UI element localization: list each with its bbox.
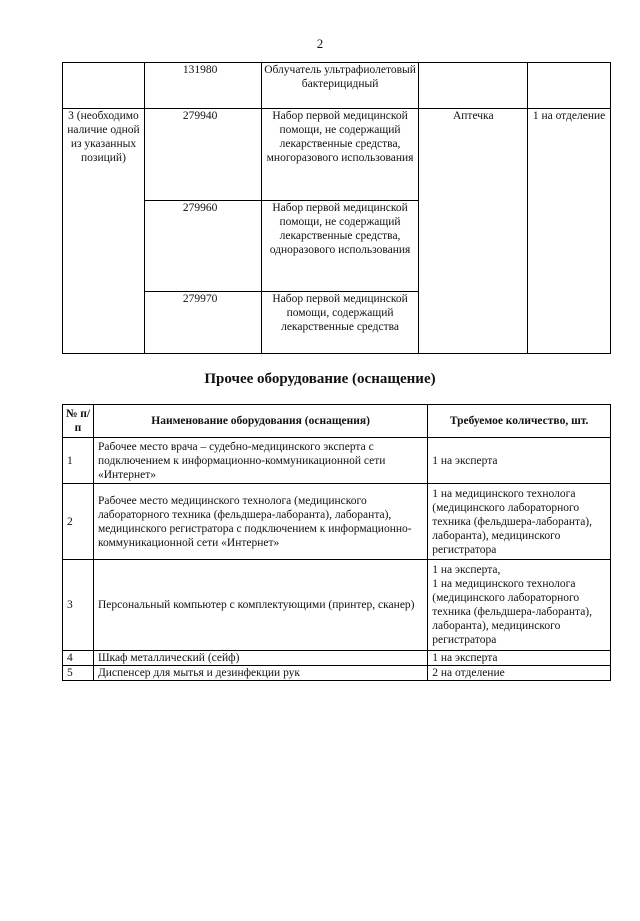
row-name: Рабочее место врача – судебно-медицинского эксперта с подключением к информационно-коммуникационной сети «Интернет» — [93, 438, 427, 484]
row-qty: 1 на эксперта, 1 на медицинского технолога (медицинского лабораторного техника (фельдшера-лаборанта), лаборанта), медицинского регистратора — [428, 560, 611, 651]
row-name: Персональный компьютер с комплектующими (принтер, сканер) — [93, 560, 427, 651]
row-num: 4 — [63, 651, 94, 666]
header-qty: Требуемое количество, шт. — [428, 405, 611, 438]
type-cell: Аптечка — [419, 109, 528, 354]
row-name: Рабочее место медицинского технолога (медицинского лабораторного техника (фельдшера-лаборанта), лаборанта), медицинского регистратора с подключением к информационно-коммуникационной сети «Интернет» — [93, 484, 427, 560]
row-name: Диспенсер для мытья и дезинфекции рук — [93, 666, 427, 681]
table-row — [63, 63, 611, 109]
name-cell: Облучатель ультрафиолетовый бактерицидный — [261, 63, 419, 109]
quantity-cell — [528, 63, 611, 109]
row-name: Шкаф металлический (сейф) — [93, 651, 427, 666]
quantity-cell: 1 на отделение — [528, 109, 611, 354]
row-num: 2 — [63, 484, 94, 560]
row-num: 1 — [63, 438, 94, 484]
table-row — [63, 560, 611, 651]
row-qty: 1 на медицинского технолога (медицинского лабораторного техника (фельдшера-лаборанта), лаборанта), медицинского регистратора — [428, 484, 611, 560]
code-cell: 279970 — [144, 292, 261, 354]
table-row — [63, 484, 611, 560]
page-number: 2 — [316, 36, 324, 51]
table-row — [63, 109, 611, 201]
row-num: 5 — [63, 666, 94, 681]
section-title: Прочее оборудование (оснащение) — [204, 371, 436, 387]
header-num: № п/п — [63, 405, 94, 438]
code-cell: 131980 — [144, 63, 261, 109]
position-cell: 3 (необходимо наличие одной из указанных позиций) — [63, 109, 145, 354]
row-qty: 1 на эксперта — [428, 651, 611, 666]
table-row — [63, 438, 611, 484]
table-header-row — [63, 405, 611, 438]
row-qty: 1 на эксперта — [428, 438, 611, 484]
name-cell: Набор первой медицинской помощи, не содержащий лекарственные средства, одноразового использования — [261, 201, 419, 292]
header-name: Наименование оборудования (оснащения) — [93, 405, 427, 438]
code-cell: 279940 — [144, 109, 261, 201]
medical-items-table — [62, 62, 611, 354]
type-cell — [419, 63, 528, 109]
table-row — [63, 666, 611, 681]
table-row — [63, 651, 611, 666]
code-cell: 279960 — [144, 201, 261, 292]
position-cell — [63, 63, 145, 109]
equipment-table — [62, 404, 611, 681]
name-cell: Набор первой медицинской помощи, не содержащий лекарственные средства, многоразового использования — [261, 109, 419, 201]
name-cell: Набор первой медицинской помощи, содержащий лекарственные средства — [261, 292, 419, 354]
row-qty: 2 на отделение — [428, 666, 611, 681]
row-num: 3 — [63, 560, 94, 651]
